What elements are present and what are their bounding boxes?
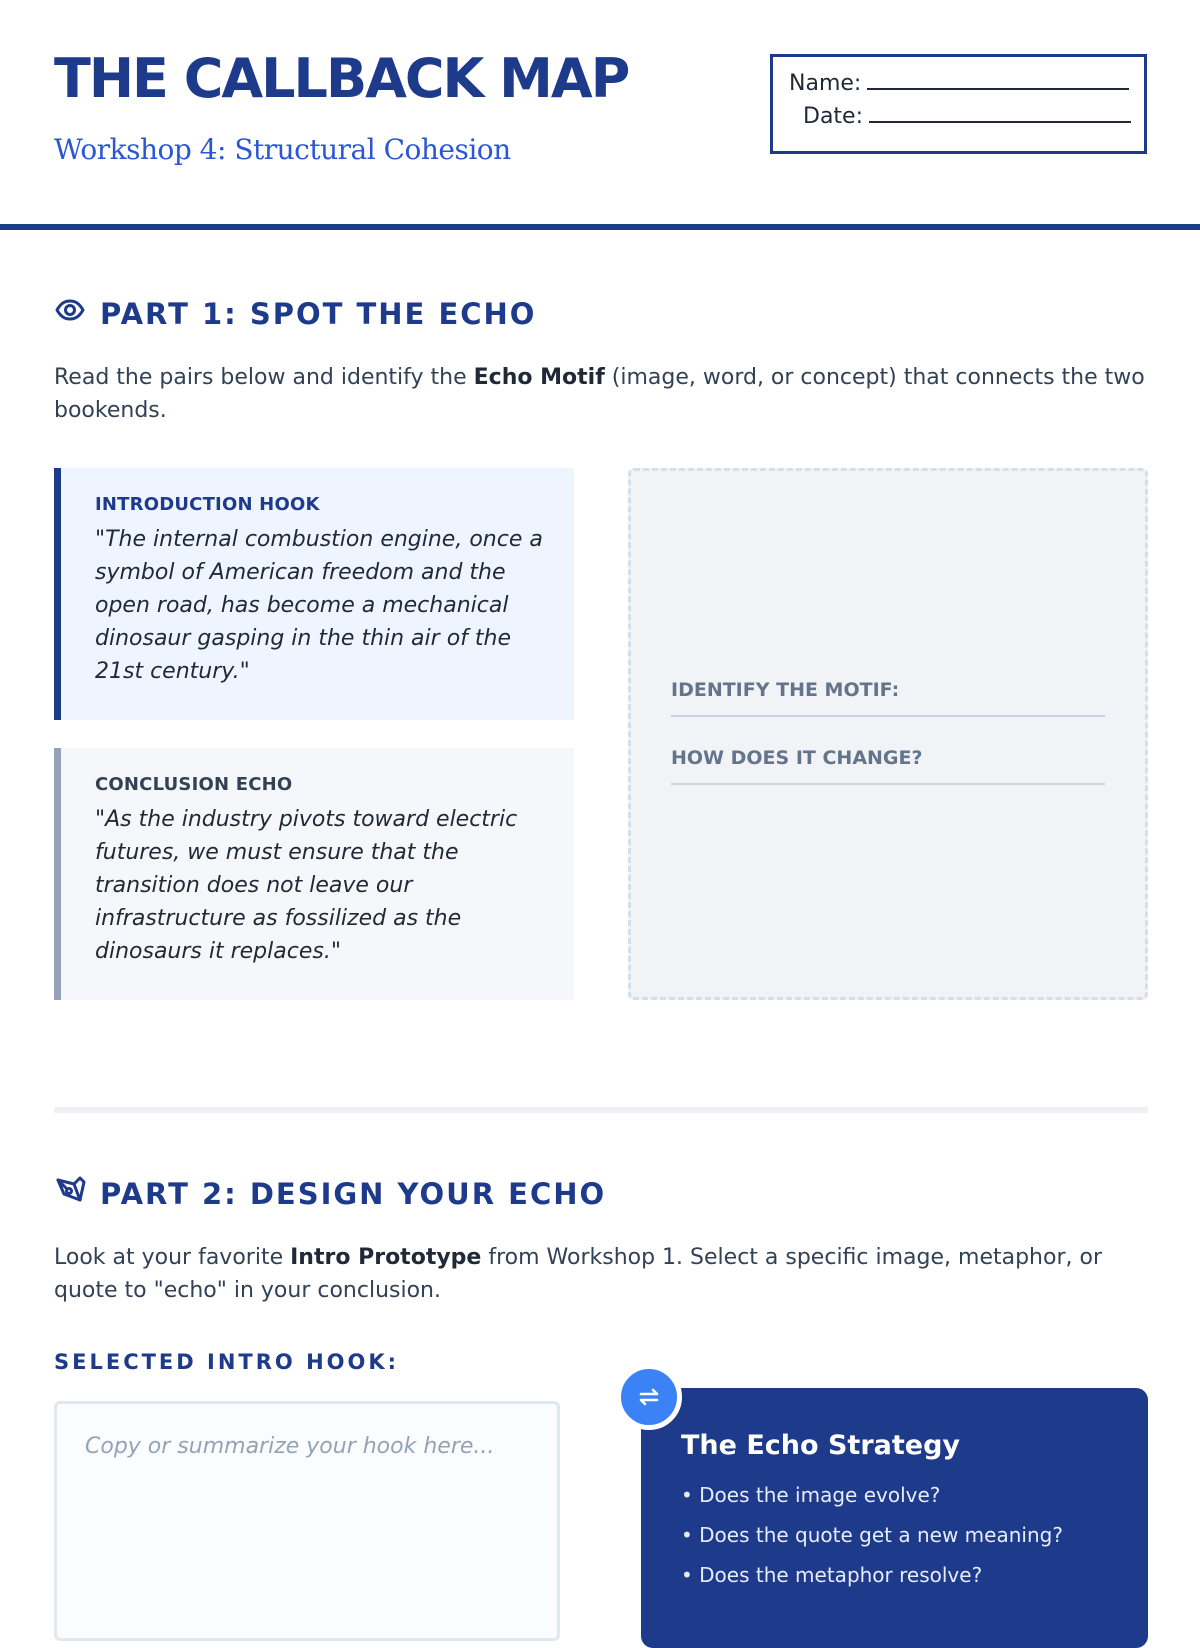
echo-strategy-title: The Echo Strategy bbox=[681, 1430, 961, 1461]
worksheet-header bbox=[0, 0, 1200, 230]
date-row bbox=[789, 104, 1144, 137]
part2-intro-text-end: from Workshop 1. Select a specific image, metaphor, or quote to "echo" in your conclusion. bbox=[54, 1245, 1102, 1303]
eye-icon bbox=[54, 294, 86, 333]
name-label: Name: bbox=[789, 71, 862, 96]
part2-intro-bold: Intro Prototype bbox=[290, 1245, 482, 1270]
intro-hook-label: INTRODUCTION HOOK bbox=[95, 494, 320, 515]
name-blank-line[interactable] bbox=[867, 72, 1129, 90]
selected-hook-input[interactable] bbox=[54, 1401, 560, 1641]
identify-motif-prompt[interactable]: IDENTIFY THE MOTIF: bbox=[671, 679, 1105, 717]
section-divider bbox=[54, 1107, 1148, 1113]
pen-icon bbox=[54, 1174, 86, 1213]
conclusion-echo-card bbox=[54, 748, 574, 1000]
echo-strategy-card bbox=[641, 1388, 1148, 1648]
page-title: THE CALLBACK MAP bbox=[54, 47, 629, 110]
strategy-item: • Does the metaphor resolve? bbox=[681, 1563, 983, 1587]
strategy-item: • Does the image evolve? bbox=[681, 1483, 941, 1507]
part2-heading-text: PART 2: DESIGN YOUR ECHO bbox=[100, 1176, 607, 1211]
page-subtitle: Workshop 4: Structural Cohesion bbox=[54, 133, 511, 166]
date-label: Date: bbox=[803, 104, 863, 129]
date-blank-line[interactable] bbox=[869, 105, 1131, 123]
part2-heading bbox=[54, 1174, 606, 1213]
part1-heading-text: PART 1: SPOT THE ECHO bbox=[100, 296, 537, 331]
selected-hook-label: SELECTED INTRO HOOK: bbox=[54, 1350, 400, 1374]
intro-hook-card bbox=[54, 468, 574, 720]
part1-intro-text: Read the pairs below and identify the bbox=[54, 365, 474, 390]
part2-instructions bbox=[54, 1241, 1154, 1307]
conclusion-echo-quote: "As the industry pivots toward electric futures, we must ensure that the transition does not leave our infrastructure as fossilized as the dinosaurs it replaces." bbox=[95, 807, 518, 964]
part1-intro-text-end: (image, word, or concept) that connects the two bookends. bbox=[54, 365, 1145, 423]
name-date-box bbox=[770, 54, 1147, 154]
strategy-item: • Does the quote get a new meaning? bbox=[681, 1523, 1063, 1547]
swap-icon bbox=[616, 1364, 682, 1430]
conclusion-echo-label: CONCLUSION ECHO bbox=[95, 774, 293, 795]
part2-intro-text: Look at your favorite bbox=[54, 1245, 291, 1270]
part1-intro-bold: Echo Motif bbox=[473, 365, 605, 390]
part1-heading bbox=[54, 294, 536, 333]
intro-hook-quote: "The internal combustion engine, once a symbol of American freedom and the open road, has become a mechanical dinosaur gasping in the thin air of the 21st century." bbox=[95, 527, 543, 684]
how-change-prompt[interactable]: HOW DOES IT CHANGE? bbox=[671, 747, 1105, 785]
motif-answer-box[interactable] bbox=[628, 468, 1148, 1000]
name-row bbox=[789, 71, 1144, 104]
part1-instructions bbox=[54, 361, 1154, 427]
